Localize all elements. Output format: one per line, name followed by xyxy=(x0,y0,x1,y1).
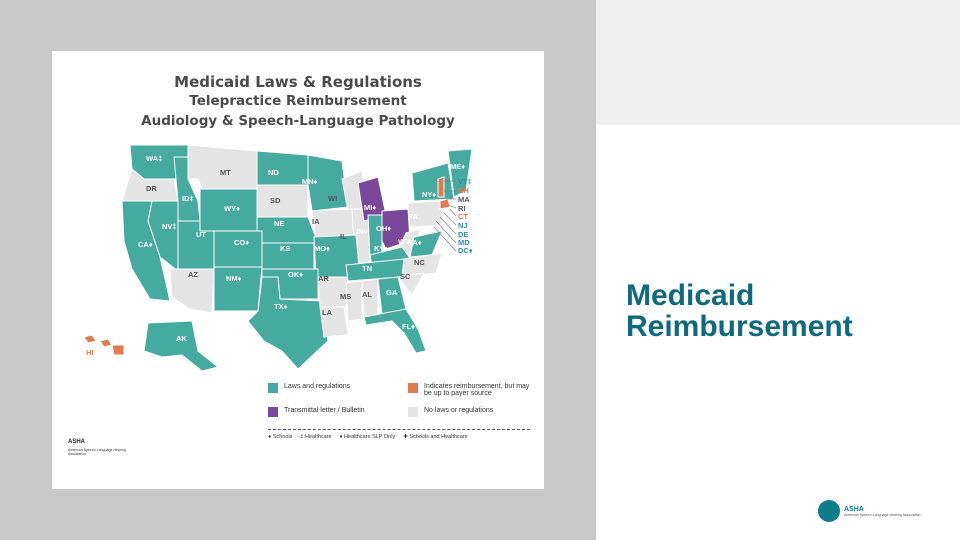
legend-swatch-laws xyxy=(268,383,278,393)
label-OH: OH♦ xyxy=(376,224,392,233)
legend-swatch-transmittal xyxy=(268,407,278,417)
symbol-schools-healthcare: ✚ Schools and Healthcare xyxy=(403,434,468,440)
symbol-schools: ● Schools xyxy=(268,434,293,440)
label-MN: MN♦ xyxy=(302,177,318,186)
legend-laws-label: Laws and regulations xyxy=(284,383,351,390)
legend-laws xyxy=(268,383,350,393)
callout-RI: RI xyxy=(458,204,466,213)
label-SD: SD xyxy=(270,196,281,205)
right-top-panel xyxy=(596,0,960,125)
label-LA: LA xyxy=(322,308,332,317)
asha-logo-text xyxy=(844,506,920,517)
legend-transmittal xyxy=(268,407,365,417)
state-NH xyxy=(438,177,444,197)
label-NC: NC xyxy=(414,258,425,267)
map-subtitle-2: Audiology & Speech-Language Pathology xyxy=(141,113,455,129)
slide-title xyxy=(626,280,853,342)
state-SD xyxy=(257,185,308,217)
map-card xyxy=(52,51,544,489)
label-AL: AL xyxy=(362,290,372,299)
us-map xyxy=(52,51,544,489)
label-MT: MT xyxy=(220,168,231,177)
state-NE xyxy=(257,217,318,243)
label-CO: CO♦ xyxy=(234,238,250,247)
legend-transmittal-label: Transmittal letter / Bulletin xyxy=(284,407,365,414)
state-FL xyxy=(364,309,426,353)
map-subtitle: Telepractice Reimbursement xyxy=(189,93,407,109)
label-NY: NY♦ xyxy=(422,190,437,199)
state-CT xyxy=(440,199,450,209)
label-GA: GA xyxy=(386,288,398,297)
callout-VT: VT‡ xyxy=(458,177,472,186)
label-PA: PA xyxy=(408,212,418,221)
callout-DE: DE xyxy=(458,230,469,239)
label-ME: ME♦ xyxy=(450,162,466,171)
callout-DC: DC♦ xyxy=(458,246,473,255)
label-IL: IL xyxy=(340,232,347,241)
state-MS xyxy=(346,281,362,321)
legend-swatch-payer xyxy=(408,383,418,393)
callout-NJ: NJ xyxy=(458,221,468,230)
label-TX: TX♦ xyxy=(274,302,288,311)
label-AR: AR xyxy=(318,274,329,283)
legend-none xyxy=(408,407,493,417)
state-AK xyxy=(144,321,218,371)
legend-none-label: No laws or regulations xyxy=(424,407,494,414)
label-OK: OK♦ xyxy=(288,270,304,279)
label-KY: KY♦ xyxy=(374,244,389,253)
label-HI: HI xyxy=(86,348,94,357)
label-OR: DR xyxy=(146,184,157,193)
label-ND: ND xyxy=(268,168,279,177)
map-title: Medicaid Laws & Regulations xyxy=(174,73,422,91)
state-CO xyxy=(214,231,262,267)
symbol-key xyxy=(268,434,468,440)
legend-payer-label: Indicates reimbursement, but may be up to payer source xyxy=(424,383,530,397)
label-AK: AK xyxy=(176,334,187,343)
legend-swatch-none xyxy=(408,407,418,417)
label-AZ: AZ xyxy=(188,270,198,279)
label-UT: UT xyxy=(196,230,206,239)
label-IN: IN♦ xyxy=(356,227,368,236)
slide-title-line2: Reimbursement xyxy=(626,310,853,343)
label-CA: CA♦ xyxy=(138,240,153,249)
label-WI: WI xyxy=(328,194,338,203)
label-NM: NM♦ xyxy=(226,274,242,283)
label-MS: MS xyxy=(340,292,352,301)
label-WY: WY♦ xyxy=(224,204,240,213)
label-NE: NE xyxy=(274,219,285,228)
symbol-healthcare-slp: ♦ Healthcare SLP Only xyxy=(339,434,396,440)
label-KS: KS xyxy=(280,244,291,253)
label-VA: VA♦ xyxy=(408,238,422,247)
callout-CT: CT xyxy=(458,212,468,221)
label-FL: FL♦ xyxy=(402,322,415,331)
asha-logo-name: ASHA xyxy=(844,505,864,513)
legend-payer xyxy=(408,383,538,397)
map-org-name: American Speech-Language-Hearing Association xyxy=(68,448,126,457)
symbol-healthcare: ‡ Healthcare xyxy=(300,434,332,440)
label-WV: WV xyxy=(398,237,411,246)
slide-title-line1: Medicaid xyxy=(626,279,755,312)
callout-MD: MD xyxy=(458,238,470,247)
state-ND xyxy=(257,151,308,185)
label-TN: TN xyxy=(362,264,372,273)
callout-NH: NH xyxy=(458,186,469,195)
legend-divider xyxy=(268,429,530,430)
callout-MA: MA xyxy=(458,195,470,204)
asha-logo-icon xyxy=(818,500,840,522)
asha-logo-sub: American Speech-Language-Hearing Association xyxy=(844,512,921,517)
label-MI: MI♦ xyxy=(364,203,377,212)
label-MO: MO♦ xyxy=(314,244,330,253)
label-NV: NV‡ xyxy=(162,222,177,231)
asha-logo xyxy=(818,500,920,522)
label-ID: ID‡ xyxy=(182,194,194,203)
map-org-logo: ASHA xyxy=(68,439,86,445)
label-WA: WA‡ xyxy=(146,154,163,163)
state-MT xyxy=(188,145,257,189)
label-IA: IA xyxy=(312,217,320,226)
label-SC: SC xyxy=(400,272,411,281)
